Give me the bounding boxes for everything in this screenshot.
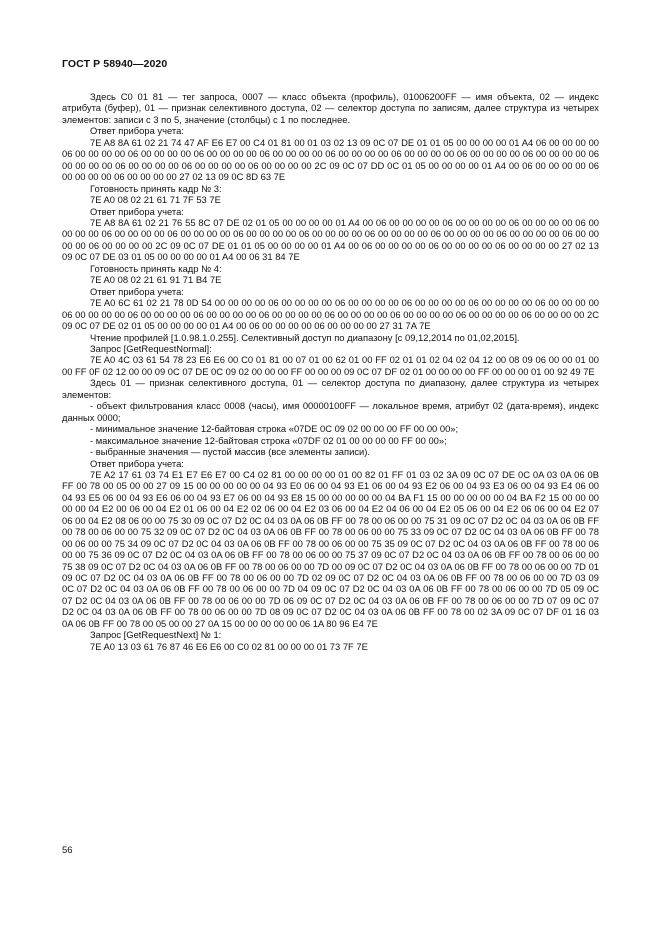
text-paragraph: Ответ прибора учета: (90, 125, 184, 137)
text-paragraph: Ответ прибора учета: (90, 285, 184, 297)
text-paragraph: - максимальное значение 12-байтовая строка «07DF 02 01 00 00 00 00 FF 00 00»; (90, 434, 447, 446)
text-paragraph: 7E A0 08 02 21 61 91 71 B4 7E (90, 274, 222, 286)
text-paragraph: Здесь 01 — признак селективного доступа, 01 — селектор доступа по диапазону, далее структура из четырех элементов: (62, 377, 599, 400)
doc-header: ГОСТ Р 58940—2020 (62, 58, 168, 70)
text-paragraph: Готовность принять кадр № 3: (90, 182, 222, 194)
text-paragraph: - минимальное значение 12-байтовая строка «07DE 0C 09 02 00 00 00 FF 00 00 00»; (90, 423, 459, 435)
text-paragraph: Ответ прибора учета: (90, 457, 184, 469)
text-paragraph: Ответ прибора учета: (90, 205, 184, 217)
text-paragraph: Здесь С0 01 81 — тег запроса, 0007 — класс объекта (профиль), 01006200FF — имя объекта, 02 — индекс атрибута (буфер), 01 — признак селективного доступа, 02 — селектор доступа по записям, далее структура из четырех элементов: записи с 3 по 5, значение (столбцы) с 1 по последнее. (62, 91, 599, 125)
text-paragraph: Запрос [GetRequestNext] № 1: (90, 629, 222, 641)
text-paragraph: - выбранные значения — пустой массив (все элементы записи). (90, 446, 370, 458)
text-paragraph: Чтение профилей [1.0.98.1.0.255]. Селективный доступ по диапазону [с 09,12,2014 по 01,02,2015]. (90, 331, 520, 343)
hex-dump-paragraph: 7E A0 4C 03 61 54 78 23 E6 E6 00 C0 01 81 00 07 01 00 62 01 00 FF 02 01 01 02 04 02 04 12 00 08 09 06 00 00 01 00 00 FF 0F 02 12 00 00 09 0C 07 DE 0C 09 02 00 00 00 FF 00 00 00 09 0C 07 DF 02 01 00 00 00 00 FF 00 00 00 01 00 92 49 7E (62, 354, 599, 377)
hex-dump-paragraph: 7E A2 17 61 03 74 E1 E7 E6 E7 00 C4 02 81 00 00 00 00 01 00 82 01 FF 01 03 02 3A 09 0C 07 DE 0C 0A 03 0A 06 0B FF 00 78 00 05 00 00 27 09 15 00 00 00 00 00 04 93 E0 06 00 04 93 E1 06 00 04 93 E2 06 00 04 93 E3 06 00 04 93 E4 06 00 04 93 E5 06 00 04 93 E6 06 00 04 93 E7 06 00 04 93 E8 15 00 00 00 00 00 04 BA F1 15 00 00 00 00 00 04 BA F2 15 00 00 00 00 00 04 E2 00 06 00 04 E2 01 06 00 04 E2 02 06 00 04 E2 03 06 00 04 E2 04 06 00 04 E2 05 06 00 04 E2 06 06 00 04 E2 07 06 00 04 E2 08 06 00 00 75 30 09 0C 07 D2 0C 04 03 0A 06 0B FF 00 78 00 06 00 00 75 31 09 0C 07 D2 0C 04 03 0A 06 0B FF 00 78 00 06 00 00 75 32 09 0C 07 D2 0C 04 03 0A 06 0B FF 00 78 00 06 00 00 75 33 09 0C 07 D2 0C 04 03 0A 06 0B FF 00 78 00 06 00 00 75 34 09 0C 07 D2 0C 04 03 0A 06 0B FF 00 78 00 06 00 00 75 35 09 0C 07 D2 0C 04 03 0A 06 0B FF 00 78 00 06 00 00 75 36 09 0C 07 D2 0C 04 03 0A 06 0B FF 00 78 00 06 00 00 75 37 09 0C 07 D2 0C 04 03 0A 06 0B FF 00 78 00 06 00 00 75 38 09 0C 07 D2 0C 04 03 0A 06 0B FF 00 78 00 06 00 00 7D 00 09 0C 07 D2 0C 04 03 0A 06 0B FF 00 78 00 06 00 00 7D 01 09 0C 07 D2 0C 04 03 0A 06 0B FF 00 78 00 06 00 00 7D 02 09 0C 07 D2 0C 04 03 0A 06 0B FF 00 78 00 06 00 00 7D 03 09 0C 07 D2 0C 04 03 0A 06 0B FF 00 78 00 06 00 00 7D 04 09 0C 07 D2 0C 04 03 0A 06 0B FF 00 78 00 06 00 00 7D 05 09 0C 07 D2 0C 04 03 0A 06 0B FF 00 78 00 06 00 00 7D 06 09 0C 07 D2 0C 04 03 0A 06 0B FF 00 78 00 06 00 00 7D 07 09 0C 07 D2 0C 04 03 0A 06 0B FF 00 78 00 06 00 00 7D 08 09 0C 07 D2 0C 04 03 0A 06 0B FF 00 78 00 02 3A 09 0C 07 DF 01 16 03 0A 06 0B FF 00 78 00 05 00 00 27 0A 15 00 00 00 00 00 06 1A 80 96 E4 7E (62, 468, 599, 629)
hex-dump-paragraph: 7E A0 6C 61 02 21 78 0D 54 00 00 00 00 06 00 00 00 00 06 00 00 00 00 06 00 00 00 00 06 00 00 00 00 06 00 00 00 00 06 00 00 00 00 06 00 00 00 00 06 00 00 00 00 06 00 00 00 00 06 00 00 00 00 06 00 00 00 00 06 00 00 00 00 06 00 00 00 00 2C 09 0C 07 DE 02 01 05 00 00 00 00 01 A4 00 06 00 00 00 00 06 00 00 00 00 27 31 7A 7E (62, 297, 599, 332)
text-paragraph: 7E A0 08 02 21 61 71 7F 53 7E (90, 194, 221, 206)
hex-dump-paragraph: 7E A8 8A 61 02 21 74 47 AF E6 E7 00 C4 01 81 00 01 03 02 13 09 0C 07 DE 01 01 05 00 00 00 00 01 A4 06 00 00 00 00 06 00 00 00 00 06 00 00 00 00 06 00 00 00 00 06 00 00 00 00 06 00 00 00 00 06 00 00 00 00 06 00 00 00 00 06 00 00 00 00 06 00 00 00 00 06 00 00 00 00 06 00 00 00 00 06 00 00 00 00 2C 09 0C 07 DD 0C 01 05 00 00 00 00 01 A4 00 06 00 00 00 00 06 00 00 00 00 06 00 00 00 00 27 02 13 09 0C 8D 63 7E (62, 136, 599, 183)
hex-dump-paragraph: 7E A8 8A 61 02 21 76 55 8C 07 DE 02 01 05 00 00 00 00 01 A4 00 06 00 00 00 00 06 00 00 00 00 06 00 00 00 00 06 00 00 00 00 06 00 00 00 00 06 00 00 00 00 06 00 00 00 00 06 00 00 00 00 06 00 00 00 00 06 00 00 00 00 06 00 00 00 00 06 00 00 00 00 06 00 00 00 00 2C 09 0C 07 DE 01 01 05 00 00 00 00 01 A4 00 06 00 00 00 00 06 00 00 00 00 06 00 00 00 00 27 02 13 09 0C 07 DE 03 01 05 00 00 00 00 01 A4 00 06 31 84 7E (62, 216, 599, 263)
text-paragraph: 7E A0 13 03 61 76 87 46 E6 E6 00 C0 02 81 00 00 00 01 73 7F 7E (90, 640, 368, 652)
text-paragraph: Запрос [GetRequestNormal]: (90, 342, 212, 354)
text-paragraph: Готовность принять кадр № 4: (90, 262, 222, 274)
page-number: 56 (62, 845, 73, 856)
document-body (62, 91, 599, 652)
text-paragraph: - объект фильтрования класс 0008 (часы), имя 00000100FF — локальное время, атрибут 02 (дата-время), индекс данных 0000; (62, 400, 599, 423)
